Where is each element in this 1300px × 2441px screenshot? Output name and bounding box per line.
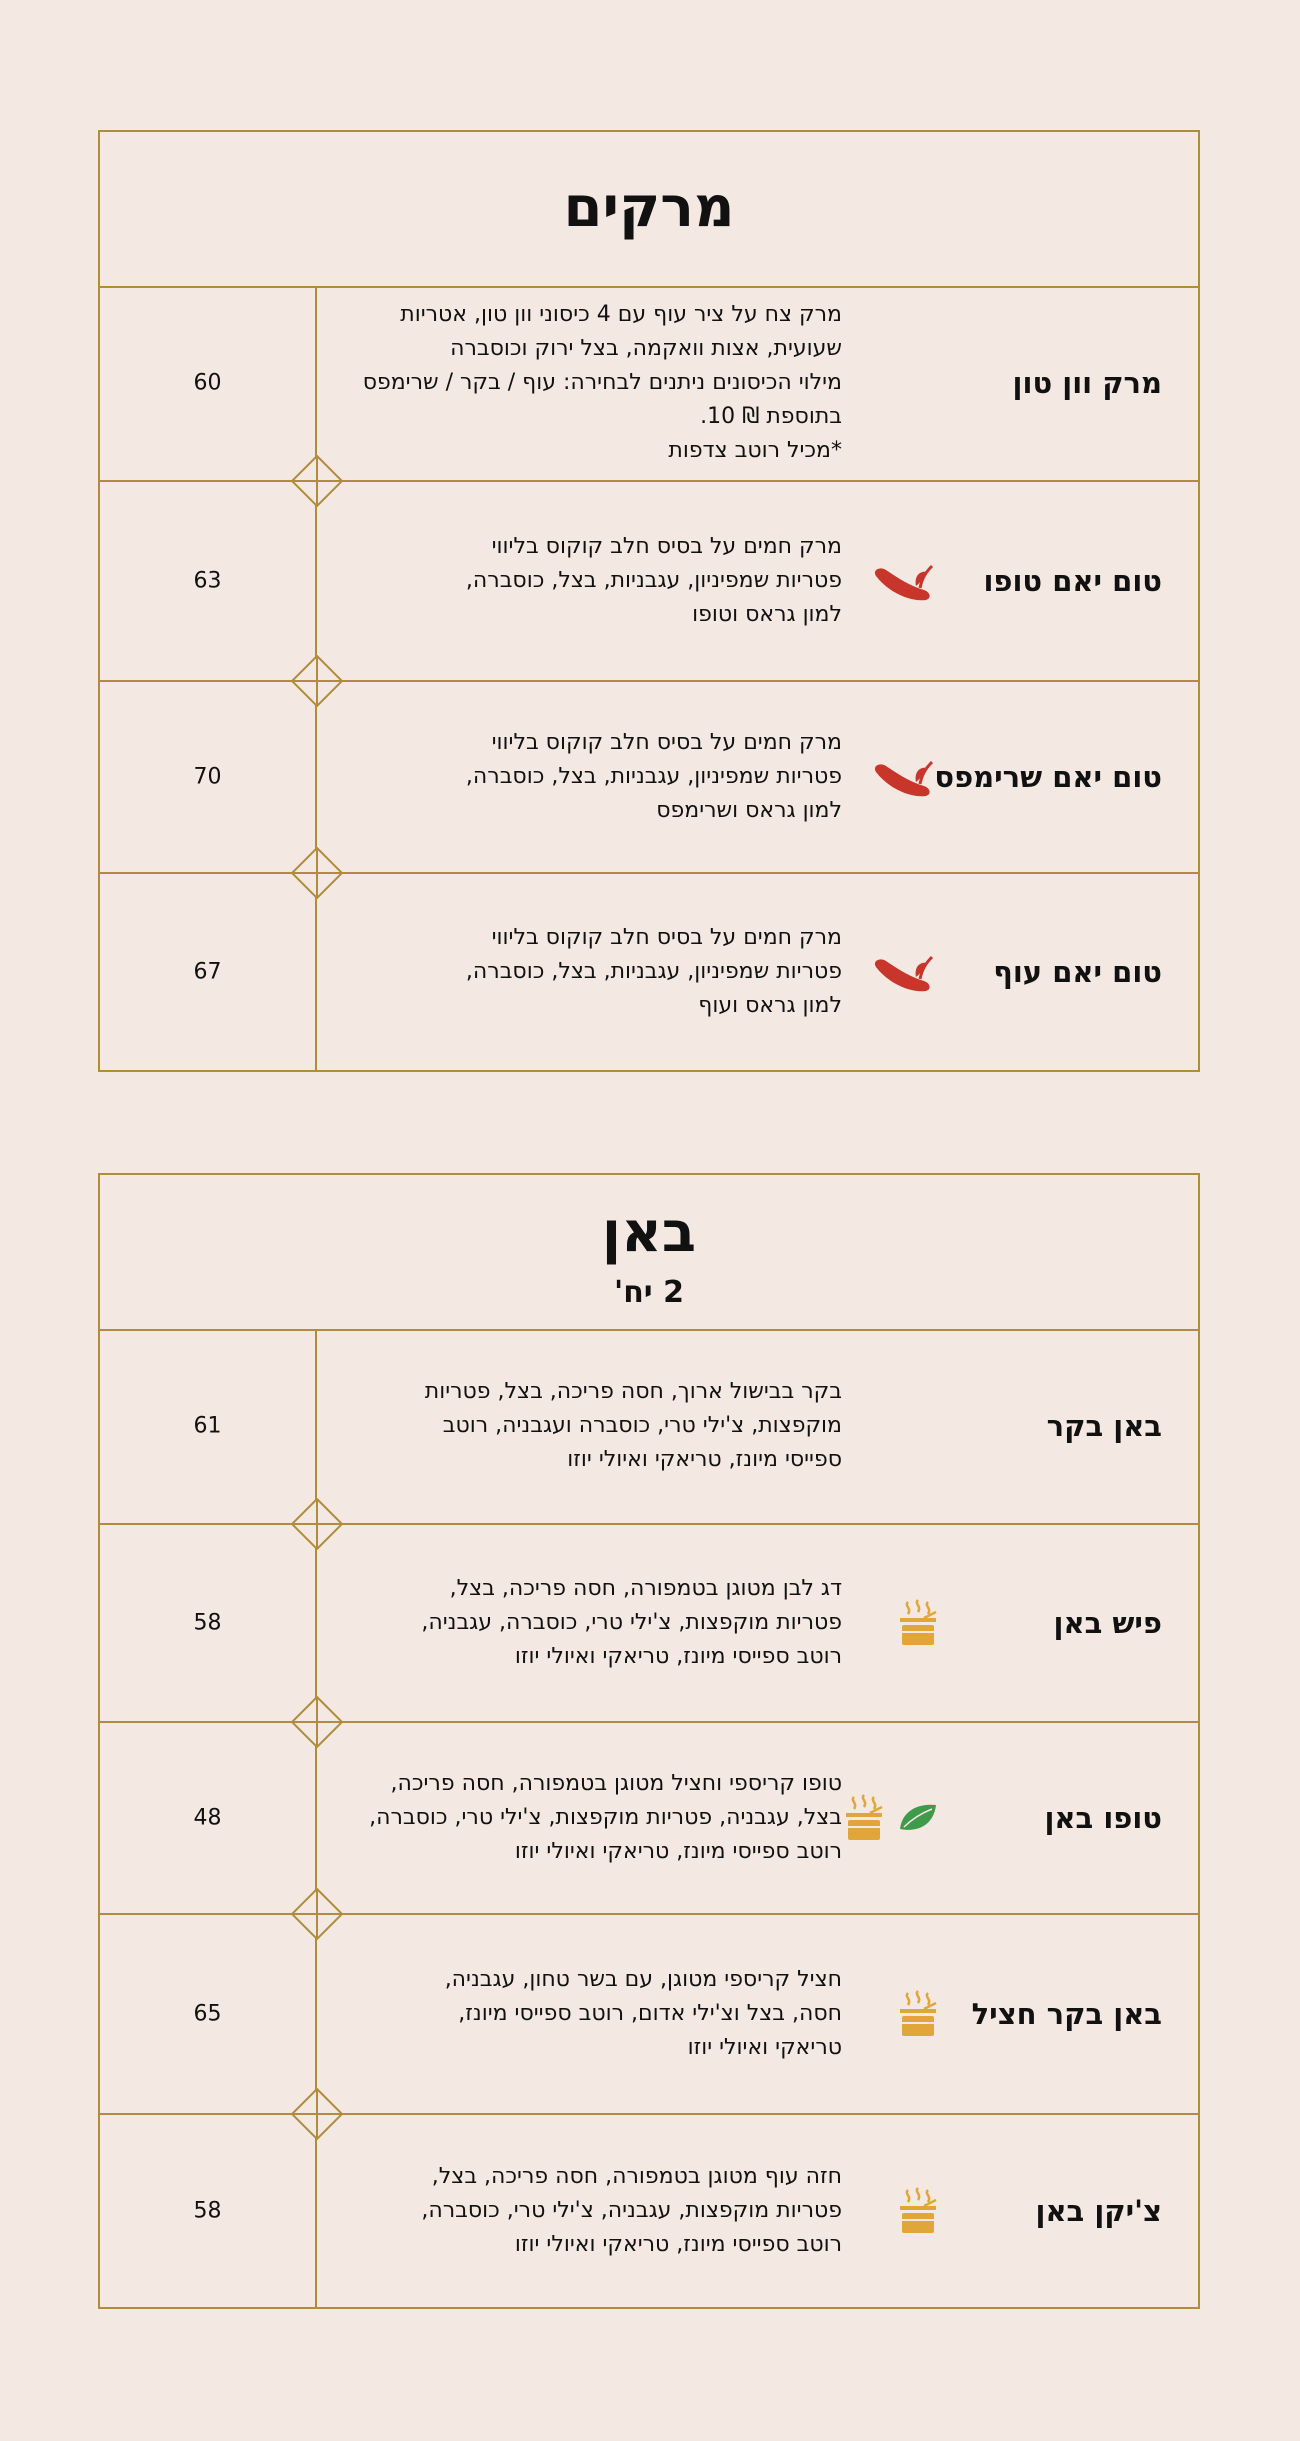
section-header: [100, 1175, 1198, 1331]
chili-pepper-icon: [870, 947, 938, 997]
chili-pepper-icon: [870, 556, 938, 606]
section-title: מרקים: [563, 175, 735, 240]
item-description: בקר בבישול ארוך, חסה פריכה, בצל, פטריות מוקפצות, צ'ילי טרי, כוסברה ועגבניה, רוטב ספייסי מיונז, טריאקי ואיולי יוזו: [424, 1379, 842, 1472]
item-name: צ'יקן באן: [1035, 2194, 1162, 2228]
fried-pot-icon: [898, 1989, 938, 2039]
menu-item[interactable]: [100, 874, 1198, 1070]
item-description: מרק חמים על בסיס חלב קוקוס בליווי פטריות שמפיניון, עגבניות, בצל, כוסברה, למון גראס וטופו: [465, 534, 842, 627]
item-description: מרק צח על ציר עוף עם 4 כיסוני וון טון, אטריות שעועית, אצות וואקמה, בצל ירוק וכוסברה מילוי הכיסונים ניתנים לבחירה: עוף / בקר / שרימפס בתוספת ₪ 10. *מכיל רוטב צדפות: [362, 302, 842, 463]
item-price: 60: [193, 370, 222, 396]
item-icons: [844, 1793, 938, 1843]
diamond-ornament-icon: [291, 847, 343, 899]
item-icons: [870, 752, 938, 802]
menu-item[interactable]: [100, 482, 1198, 682]
menu-item[interactable]: [100, 2115, 1198, 2307]
item-name: טום יאם טופו: [983, 564, 1162, 598]
diamond-ornament-icon: [291, 2088, 343, 2140]
item-description: מרק חמים על בסיס חלב קוקוס בליווי פטריות שמפיניון, עגבניות, בצל, כוסברה, למון גראס ושרימפס: [465, 730, 842, 823]
menu-item[interactable]: [100, 1329, 1198, 1525]
chili-pepper-icon: [870, 752, 938, 802]
diamond-ornament-icon: [291, 1696, 343, 1748]
section-title: באן: [601, 1200, 697, 1265]
fried-pot-icon: [898, 2186, 938, 2236]
item-price: 63: [193, 568, 222, 594]
item-price: 67: [193, 959, 222, 985]
fried-pot-icon: [898, 1598, 938, 1648]
item-icons: [898, 2186, 938, 2236]
item-price: 58: [193, 2198, 222, 2224]
leaf-icon: [898, 1801, 938, 1835]
item-price: 58: [193, 1610, 222, 1636]
item-price: 48: [193, 1805, 222, 1831]
item-icons: [870, 947, 938, 997]
item-name: טום יאם עוף: [993, 955, 1162, 989]
item-name: פיש באן: [1053, 1606, 1162, 1640]
item-description: מרק חמים על בסיס חלב קוקוס בליווי פטריות שמפיניון, עגבניות, בצל, כוסברה, למון גראס ועוף: [465, 925, 842, 1018]
item-description: טופו קריספי וחציל מטוגן בטמפורה, חסה פריכה, בצל, עגבניה, פטריות מוקפצות, צ'ילי טרי, כוסברה, רוטב ספייסי מיונז, טריאקי ואיולי יוזו: [369, 1771, 842, 1864]
menu-item[interactable]: [100, 1915, 1198, 2115]
item-name: טופו באן: [1044, 1801, 1162, 1835]
section-header: [100, 132, 1198, 288]
item-name: באן בקר חציל: [971, 1997, 1162, 2031]
diamond-ornament-icon: [291, 1498, 343, 1550]
item-price: 70: [193, 764, 222, 790]
item-name: טום יאם שרימפס: [934, 760, 1162, 794]
item-icons: [870, 556, 938, 606]
item-icons: [898, 1598, 938, 1648]
diamond-ornament-icon: [291, 655, 343, 707]
menu-item[interactable]: [100, 286, 1198, 482]
buns-section: [98, 1173, 1200, 2309]
menu-item[interactable]: [100, 682, 1198, 874]
item-name: באן בקר: [1046, 1409, 1162, 1443]
menu-item[interactable]: [100, 1723, 1198, 1915]
diamond-ornament-icon: [291, 1888, 343, 1940]
item-icons: [898, 1989, 938, 2039]
item-description: חציל קריספי מטוגן, עם בשר טחון, עגבניה, חסה, בצל וצ'ילי אדום, רוטב ספייסי מיונז, טריאקי ואיולי יוזו: [444, 1967, 842, 2060]
diamond-ornament-icon: [291, 455, 343, 507]
soups-section: [98, 130, 1200, 1072]
fried-pot-icon: [844, 1793, 884, 1843]
item-name: מרק וון טון: [1012, 366, 1162, 400]
item-price: 61: [193, 1413, 222, 1439]
item-price: 65: [193, 2001, 222, 2027]
section-subtitle: 2 יח': [614, 1275, 684, 1310]
item-description: חזה עוף מטוגן בטמפורה, חסה פריכה, בצל, פטריות מוקפצות, עגבניה, צ'ילי טרי, כוסברה, רוטב ספייסי מיונז, טריאקי ואיולי יוזו: [421, 2164, 842, 2257]
menu-item[interactable]: [100, 1525, 1198, 1723]
item-description: דג לבן מטוגן בטמפורה, חסה פריכה, בצל, פטריות מוקפצות, צ'ילי טרי, כוסברה, עגבניה, רוטב ספייסי מיונז, טריאקי ואיולי יוזו: [421, 1576, 842, 1669]
